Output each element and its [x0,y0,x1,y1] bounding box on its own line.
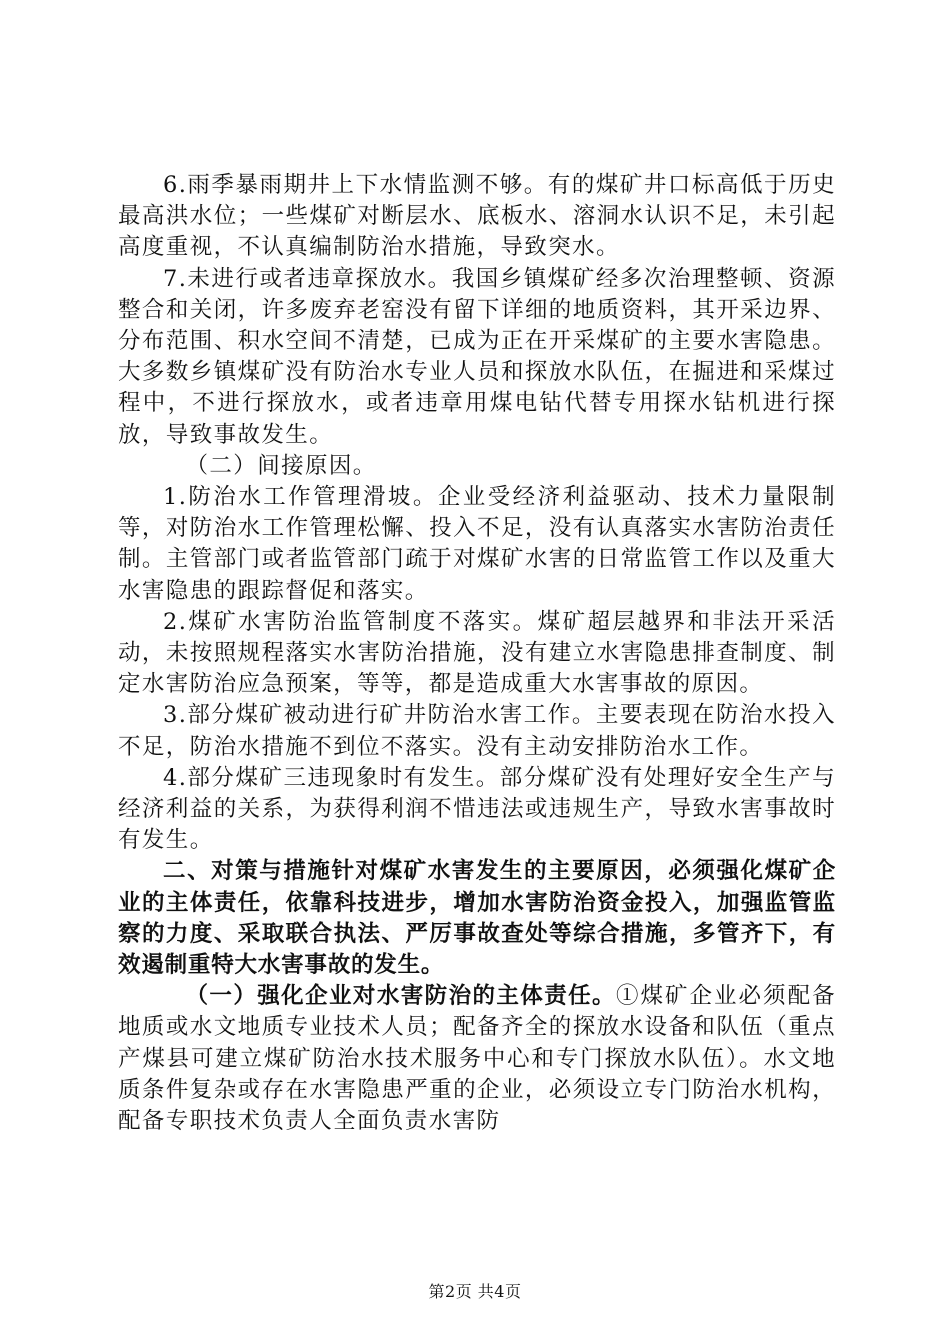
paragraph-indirect-1: 1.防治水工作管理滑坡。企业受经济利益驱动、技术力量限制等，对防治水工作管理松懈、投入不足，没有认真落实水害防治责任制。主管部门或者监管部门疏于对煤矿水害的日常监管工作以及重大水害隐患的跟踪督促和落实。 [118,484,836,604]
paragraph-item-7: 7.未进行或者违章探放水。我国乡镇煤矿经多次治理整顿、资源整合和关闭，许多废弃老窑没有留下详细的地质资料，其开采边界、分布范围、积水空间不清楚，已成为正在开采煤矿的主要水害隐患。大多数乡镇煤矿没有防治水专业人员和探放水队伍，在掘进和采煤过程中，不进行探放水，或者违章用煤电钻代替专用探水钻机进行探放，导致事故发生。 [118,265,836,448]
section-heading-countermeasures: 二、对策与措施针对煤矿水害发生的主要原因，必须强化煤矿企业的主体责任，依靠科技进步，增加水害防治资金投入，加强监管监察的力度、采取联合执法、严厉事故查处等综合措施，多管齐下，有效遏制重特大水害事故的发生。 [118,858,836,979]
paragraph-indirect-2: 2.煤矿水害防治监管制度不落实。煤矿超层越界和非法开采活动，未按照规程落实水害防治措施，没有建立水害隐患排查制度、制定水害防治应急预案，等等，都是造成重大水害事故的原因。 [118,608,836,698]
section-heading-indirect-causes: （二）间接原因。 [185,452,377,479]
paragraph-enterprise-responsibility-text: ①煤矿企业必须配备地质或水文地质专业技术人员；配备齐全的探放水设备和队伍（重点产煤县可建立煤矿防治水技术服务中心和专门探放水队伍）。水文地质条件复杂或存在水害隐患严重的企业，必须设立专门防治水机构，配备专职技术负责人全面负责水害防 [118,983,836,1135]
paragraph-enterprise-responsibility [118,981,836,1137]
document-body [118,170,836,1137]
paragraph-indirect-4: 4.部分煤矿三违现象时有发生。部分煤矿没有处理好安全生产与经济利益的关系，为获得利润不惜违法或违规生产，导致水害事故时有发生。 [118,764,836,854]
paragraph-item-6: 6.雨季暴雨期井上下水情监测不够。有的煤矿井口标高低于历史最高洪水位；一些煤矿对断层水、底板水、溶洞水认识不足，未引起高度重视，不认真编制防治水措施，导致突水。 [118,172,836,261]
page-number-footer: 第2页 共4页 [428,1282,522,1301]
paragraph-indirect-3: 3.部分煤矿被动进行矿井防治水害工作。主要表现在防治水投入不足，防治水措施不到位不落实。没有主动安排防治水工作。 [118,702,836,760]
subsection-heading-enterprise-responsibility: （一）强化企业对水害防治的主体责任。 [185,983,616,1010]
